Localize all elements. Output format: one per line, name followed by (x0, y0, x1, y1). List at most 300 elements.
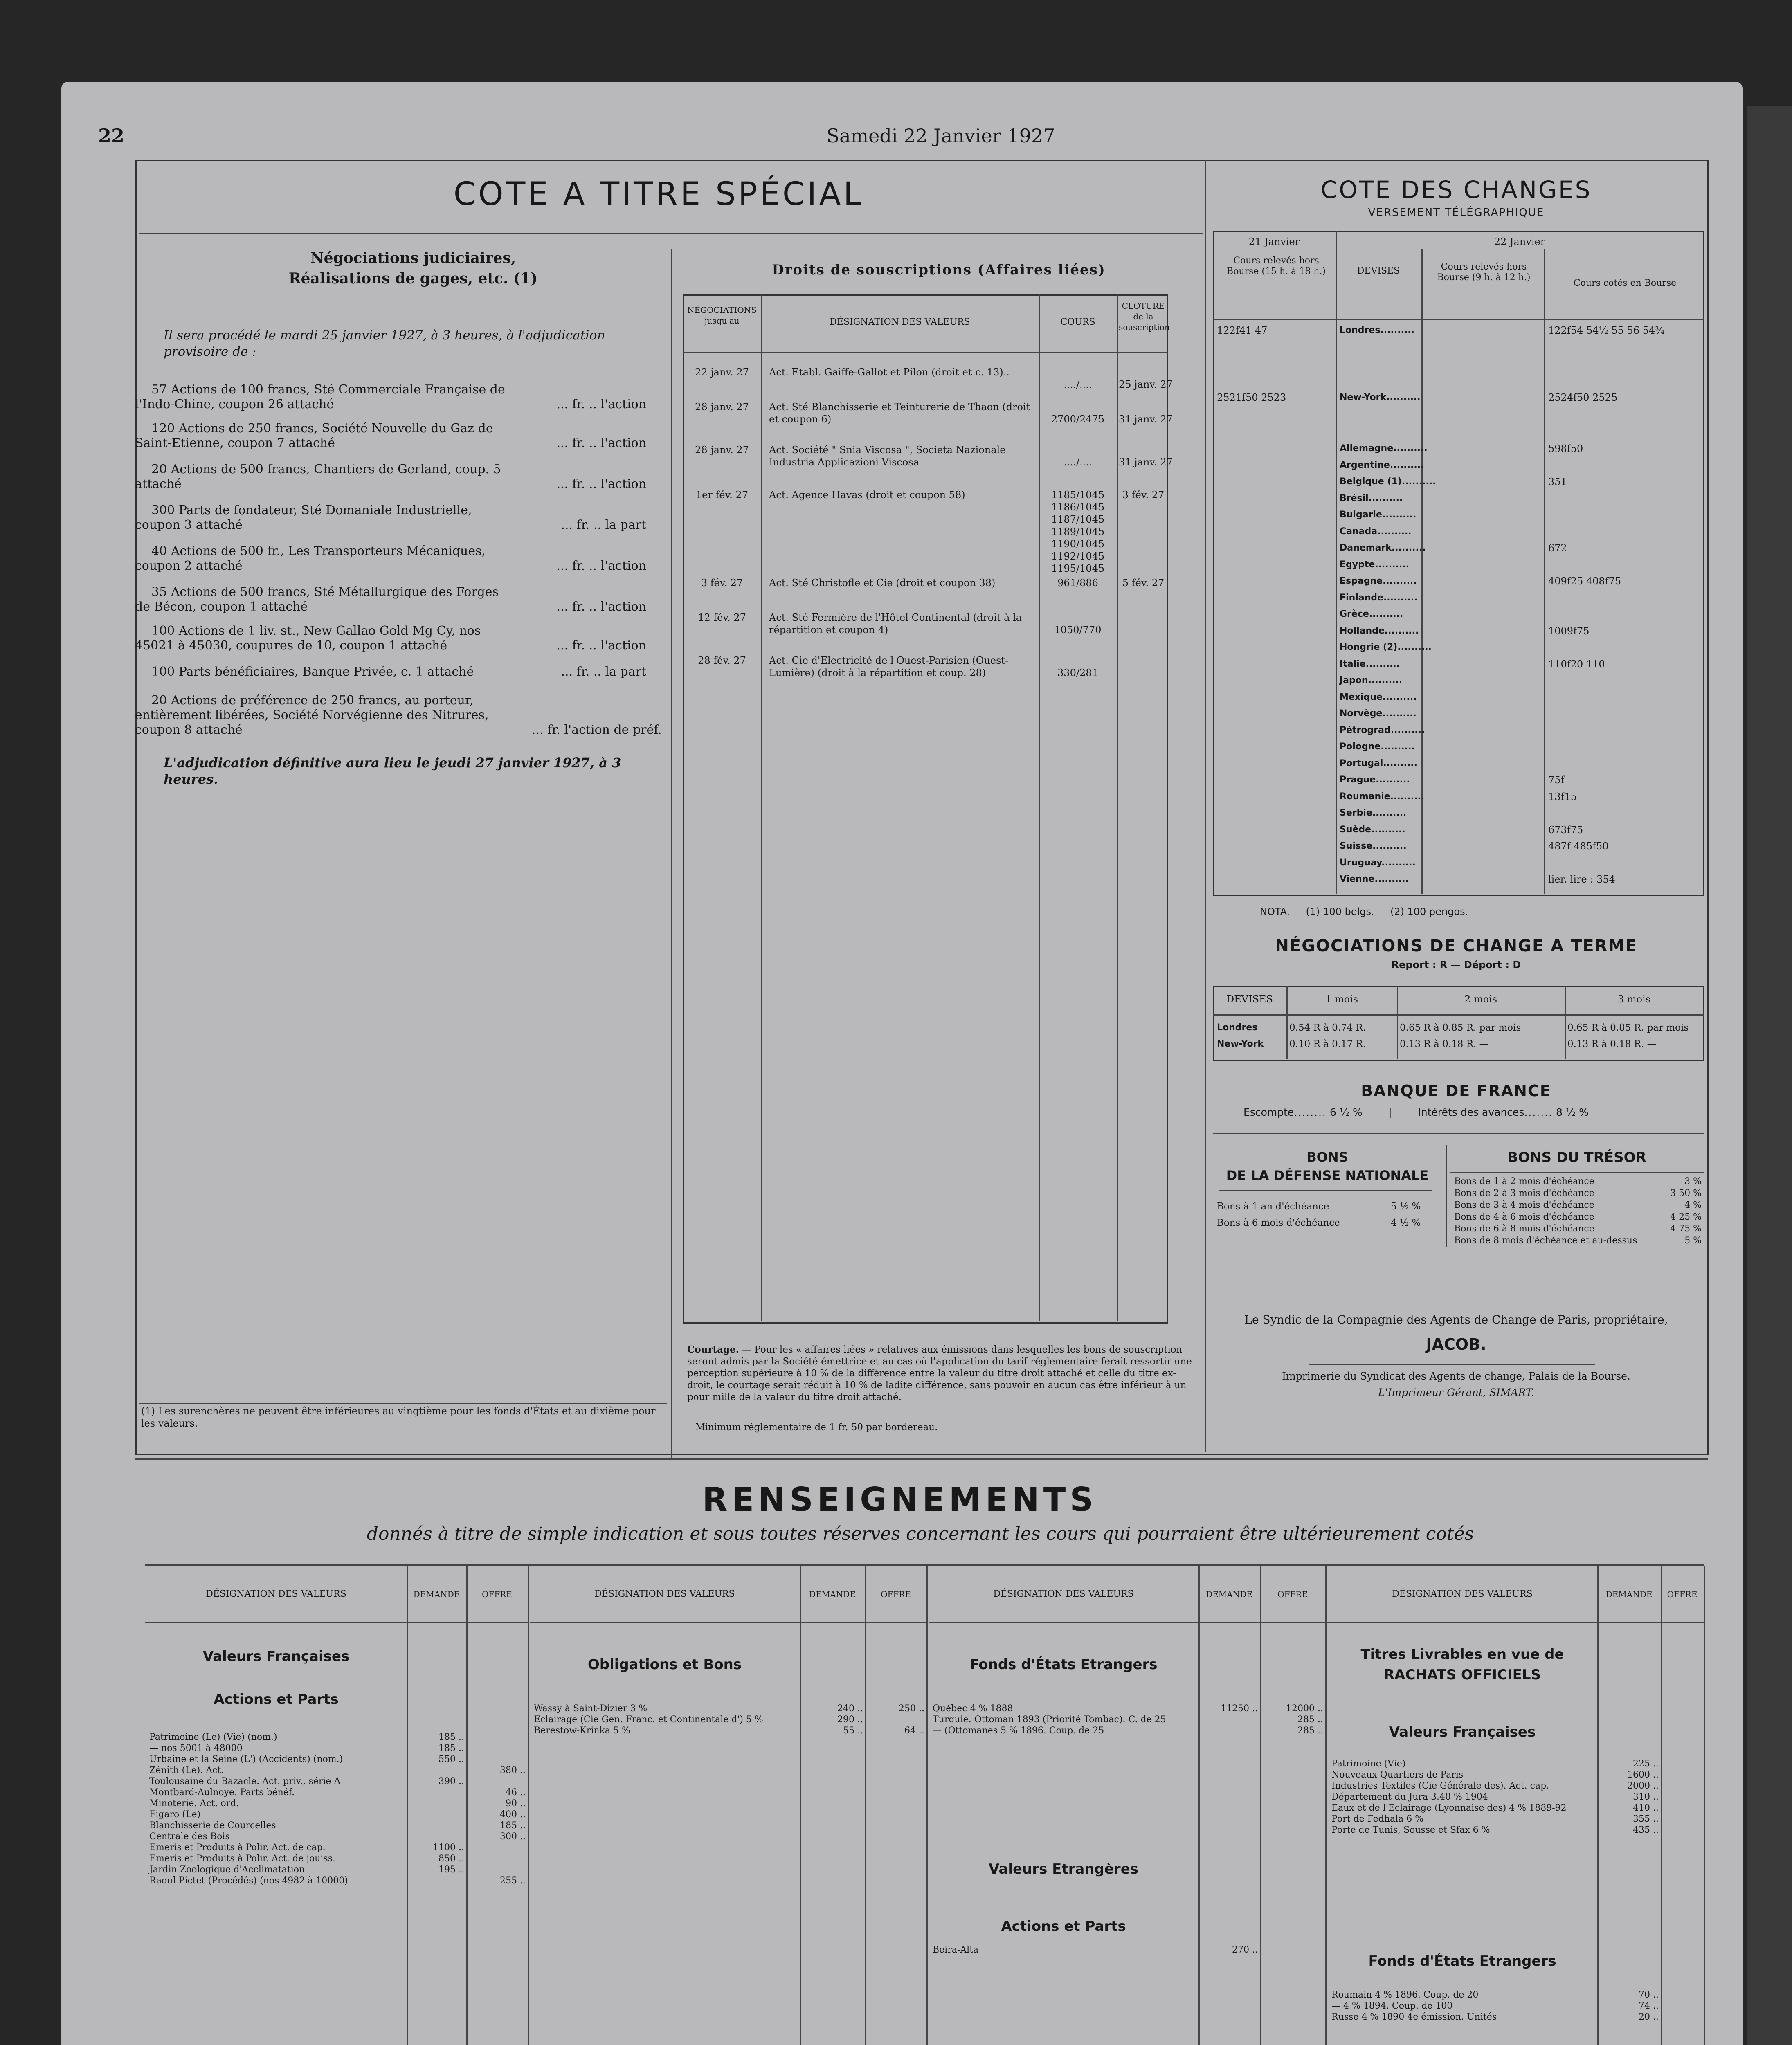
droits-cours: ..../.... (1064, 379, 1092, 390)
courtage-text (687, 1344, 1198, 1403)
leader-dots: .......... (1369, 609, 1403, 619)
rens1-offre: 46 .. (506, 1787, 526, 1798)
droits-cloture: 25 janv. 27 (1119, 379, 1173, 390)
terme-col-devises: DEVISES (1226, 993, 1273, 1005)
rens-col-designation: DÉSIGNATION DES VALEURS (1392, 1589, 1533, 1599)
rens1-offre: 380 .. (500, 1765, 526, 1775)
droits-title: Droits de souscriptions (Affaires liées) (772, 262, 1106, 278)
rens-col-designation: DÉSIGNATION DES VALEURS (993, 1589, 1134, 1599)
rens3b-demande: 270 .. (1232, 1945, 1258, 1955)
rens1-demande: 550 .. (438, 1754, 464, 1764)
lot-description: 100 Actions de 1 liv. st., New Gallao Gold Mg Cy, nos 45021 à 45030, coupures de 10, coupon 1 attaché (135, 624, 481, 653)
changes-col-devises: DEVISES (1357, 266, 1400, 276)
terme-col-sep-1 (1286, 986, 1288, 1059)
bons-tresor-value: 4 % (1684, 1200, 1702, 1210)
rens1-name: Blanchisserie de Courcelles (149, 1820, 276, 1831)
change-cote: 673f75 (1548, 824, 1583, 836)
rens1-demande: 185 .. (438, 1732, 464, 1742)
leader-dots: .......... (1365, 658, 1400, 669)
change-devise-name: Pétrograd (1340, 725, 1391, 735)
rens4-name: Industries Textiles (Cie Générale des). Act. cap. (1331, 1781, 1549, 1791)
change-devise-name: Brésil (1340, 493, 1369, 503)
change-devise-name: Vienne (1340, 874, 1375, 884)
rens1-name: Patrimoine (Le) (Vie) (nom.) (149, 1732, 277, 1742)
droits-col-cloture: CLOTURE de la souscription (1119, 301, 1170, 332)
change-devise (1340, 592, 1419, 604)
changes-col-hors2: Cours relevés hors Bourse (9 h. à 12 h.) (1437, 262, 1531, 283)
change-devise (1340, 526, 1419, 538)
rens-col-sep (1198, 1566, 1200, 2045)
change-devise-name: Prague (1340, 775, 1376, 785)
droits-cloture: 31 janv. 27 (1119, 456, 1173, 468)
changes-subtitle: VERSEMENT TÉLÉGRAPHIQUE (1368, 207, 1545, 219)
lot-description: 120 Actions de 250 francs, Société Nouvelle du Gaz de Saint-Etienne, coupon 7 attaché (135, 421, 493, 450)
bons-defense-label: Bons à 1 an d'échéance (1217, 1201, 1329, 1212)
rens4b-name: Russe 4 % 1890 4e émission. Unités (1331, 2012, 1497, 2022)
rens-section-fonds-etrangers-2: Fonds d'États Etrangers (1368, 1953, 1556, 1969)
changes-title: COTE DES CHANGES (1320, 176, 1592, 204)
change-devise-name: New-York (1340, 392, 1387, 402)
change-cote: 13f15 (1548, 791, 1577, 802)
change-devise (1340, 324, 1419, 337)
leader-dots: .......... (1386, 392, 1421, 402)
change-cote: 122f54 54½ 55 56 54¾ (1548, 325, 1665, 336)
rens1-name: Urbaine et la Seine (L') (Accidents) (nom.) (149, 1754, 343, 1764)
change-devise (1340, 674, 1419, 687)
change-devise (1340, 575, 1419, 587)
change-cote: 1009f75 (1548, 625, 1590, 637)
droits-col-negociations: NÉGOCIATIONS jusqu'au (687, 305, 757, 326)
change-devise (1340, 608, 1419, 620)
rens4-name: Nouveaux Quartiers de Paris (1331, 1770, 1464, 1780)
rens-col-offre: OFFRE (881, 1589, 911, 1599)
change-devise (1340, 757, 1419, 770)
rens2-demande: 240 .. (837, 1703, 863, 1714)
rens4-demande: 225 .. (1633, 1759, 1659, 1769)
rens1-demande: 1100 .. (433, 1843, 464, 1853)
rens-header-rule (530, 1622, 926, 1623)
rens1-name: Centrale des Bois (149, 1832, 230, 1842)
rens-col-sep (407, 1566, 408, 2045)
lot-description: 57 Actions de 100 francs, Sté Commerciale Française de l'Indo-Chine, coupon 26 attaché (135, 382, 505, 411)
escompte-label: Escompte (1243, 1106, 1294, 1118)
leader-dots: .......... (1368, 493, 1403, 503)
lot-description: 20 Actions de préférence de 250 francs, au porteur, entièrement libérées, Société Norvégienne des Nitrures, coupon 8 attaché (135, 693, 489, 737)
rens3b-name: Beira-Alta (933, 1945, 979, 1955)
changes-date-left: 21 Janvier (1248, 236, 1300, 247)
change-devise (1340, 774, 1419, 786)
terme-m3: 0.13 R à 0.18 R. — (1567, 1039, 1657, 1049)
rens1-name: Montbard-Aulnoye. Parts bénéf. (149, 1787, 295, 1798)
bons-tresor-value: 4 25 % (1670, 1212, 1702, 1222)
rens1-name: Jardin Zoologique d'Acclimatation (149, 1865, 305, 1875)
change-devise (1340, 840, 1419, 852)
change-devise-name: Hongrie (2) (1340, 642, 1398, 652)
rens4-demande: 410 .. (1633, 1803, 1659, 1813)
rens1-offre: 300 .. (500, 1832, 526, 1842)
droits-date: 1er fév. 27 (695, 489, 749, 501)
leader-dots: .......... (1390, 460, 1424, 470)
change-devise-name: Hollande (1340, 625, 1385, 636)
terme-devise: Londres (1217, 1022, 1258, 1033)
change-devise (1340, 476, 1436, 488)
rens4b-demande: 70 .. (1639, 1990, 1659, 2000)
change-devise-name: Canada (1340, 526, 1378, 537)
rens2-offre: 64 .. (904, 1726, 924, 1736)
leader-dots: .......... (1380, 325, 1414, 335)
lot-price: ... fr. .. la part (561, 518, 646, 532)
change-devise-name: Roumanie (1340, 791, 1390, 802)
rens-col-demande: DEMANDE (1206, 1589, 1252, 1599)
rens4-name: Port de Fedhala 6 % (1331, 1814, 1424, 1824)
leader-dots: .......... (1382, 708, 1417, 719)
terme-m2: 0.13 R à 0.18 R. — (1400, 1039, 1489, 1049)
courtage-label: Courtage. (687, 1344, 739, 1355)
rens4-name: Porte de Tunis, Sousse et Sfax 6 % (1331, 1825, 1490, 1835)
rens-col-sep (1597, 1566, 1599, 2045)
droits-cours: 330/281 (1057, 667, 1098, 679)
droits-col-designation: DÉSIGNATION DES VALEURS (830, 317, 970, 327)
droits-cloture: 5 fév. 27 (1122, 577, 1165, 589)
change-devise-name: Grèce (1340, 609, 1369, 619)
rens-section-obligations-bons: Obligations et Bons (587, 1656, 742, 1673)
page-edge-shadow (1747, 106, 1792, 2045)
change-prev: 2521f50 2523 (1217, 392, 1286, 403)
leader-dots: .......... (1391, 543, 1426, 553)
bons-defense-title-1: BONS (1306, 1149, 1348, 1165)
rens-col-designation: DÉSIGNATION DES VALEURS (206, 1589, 346, 1599)
rens2-name: Wassy à Saint-Dizier 3 % (534, 1703, 648, 1714)
change-cote: 110f20 110 (1548, 658, 1605, 670)
droits-cours: 2700/2475 (1051, 413, 1105, 425)
rens3-offre: 285 .. (1297, 1715, 1323, 1725)
change-devise-name: Belgique (1) (1340, 476, 1402, 487)
changes-date-right: 22 Janvier (1494, 236, 1545, 247)
change-cote: 351 (1548, 476, 1567, 488)
rens2-offre: 250 .. (899, 1703, 924, 1714)
lot-description: 100 Parts bénéficiaires, Banque Privée, c. 1 attaché (151, 665, 474, 679)
rens2-demande: 55 .. (843, 1726, 863, 1736)
leader-dots: .......... (1372, 808, 1407, 818)
droits-designation: Act. Sté Blanchisserie et Teinturerie de Thaon (droit et coupon 6) (769, 401, 1030, 425)
terme-col-2mois: 2 mois (1464, 993, 1497, 1005)
bons-tresor-label: Bons de 4 à 6 mois d'échéance (1454, 1212, 1594, 1222)
rens2-name: Eclairage (Cie Gen. Franc. et Continentale d') 5 % (534, 1715, 763, 1725)
rens-col-sep (1325, 1566, 1327, 2045)
bons-defense-value: 5 ½ % (1391, 1201, 1421, 1212)
imprimerie: Imprimerie du Syndicat des Agents de change, Palais de la Bourse. (1282, 1370, 1630, 1382)
droits-date: 22 janv. 27 (695, 366, 749, 378)
change-devise (1340, 658, 1419, 670)
rens4-name: Eaux et de l'Eclairage (Lyonnaise des) 4 % 1889-92 (1331, 1803, 1567, 1813)
bons-tresor-value: 4 75 % (1670, 1224, 1702, 1234)
rens1-demande: 195 .. (438, 1865, 464, 1875)
bons-defense-title-2: DE LA DÉFENSE NATIONALE (1226, 1168, 1429, 1183)
droits-cloture: 31 janv. 27 (1119, 413, 1173, 425)
rens-col-sep (926, 1566, 928, 2045)
change-devise-name: Uruguay (1340, 857, 1382, 868)
leader-dots: .......... (1374, 874, 1409, 884)
change-cote: 2524f50 2525 (1548, 392, 1618, 403)
droits-designation: Act. Société " Snia Viscosa ", Societa Nazionale Industria Applicazioni Viscosa (769, 444, 1006, 468)
terme-m3: 0.65 R à 0.85 R. par mois (1567, 1022, 1689, 1033)
lot-description: 300 Parts de fondateur, Sté Domaniale Industrielle, coupon 3 attaché (135, 503, 472, 532)
droits-cours: 1185/1045 1186/1045 1187/1045 1189/1045 1190/1045 1192/1045 1195/1045 (1051, 489, 1105, 574)
change-devise-name: Bulgarie (1340, 510, 1382, 520)
rens1-offre: 400 .. (500, 1809, 526, 1820)
lot-price: ... fr. .. l'action (556, 436, 646, 450)
bons-divider (1446, 1145, 1447, 1247)
bons-top-rule (1213, 1133, 1704, 1134)
bons-tresor-label: Bons de 2 à 3 mois d'échéance (1454, 1188, 1594, 1198)
droits-designation: Act. Etabl. Gaiffe-Gallot et Pilon (droit et c. 13).. (769, 366, 1010, 378)
change-devise-name: Espagne (1340, 576, 1383, 586)
lot-price: ... fr. .. l'action (556, 477, 646, 491)
leader-dots: .......... (1382, 692, 1417, 702)
bons-defense-label: Bons à 6 mois d'échéance (1217, 1218, 1340, 1228)
rens-section-rachats-officiels: RACHATS OFFICIELS (1383, 1667, 1541, 1683)
bons-tresor-title: BONS DU TRÉSOR (1507, 1149, 1646, 1166)
change-devise-name: Allemagne (1340, 443, 1394, 454)
change-cote: lier. lire : 354 (1548, 874, 1615, 885)
changes-header-rule (1213, 319, 1704, 320)
change-prev: 122f41 47 (1217, 325, 1268, 336)
footnote-rule (139, 1403, 667, 1404)
droits-header-rule (683, 352, 1168, 353)
rens1-offre: 185 .. (500, 1820, 526, 1831)
change-devise (1340, 824, 1419, 836)
change-devise (1340, 724, 1425, 737)
change-cote: 409f25 408f75 (1548, 575, 1621, 587)
rens4b-demande: 74 .. (1639, 2001, 1659, 2011)
rens-col-demande: DEMANDE (413, 1589, 460, 1599)
rens-col-demande: DEMANDE (809, 1589, 856, 1599)
terme-col-3mois: 3 mois (1617, 993, 1651, 1005)
rens3-offre: 12000 .. (1286, 1703, 1323, 1714)
leader-dots: .......... (1383, 592, 1418, 603)
droits-col-cours: COURS (1060, 317, 1095, 327)
leader-dots: .......... (1382, 510, 1417, 520)
droits-designation: Act. Sté Christofle et Cie (droit et coupon 38) (769, 577, 996, 589)
rens1-demande: 185 .. (438, 1743, 464, 1753)
syndic-name: JACOB. (1426, 1335, 1486, 1353)
change-devise (1340, 691, 1419, 703)
syndic-line: Le Syndic de la Compagnie des Agents de Change de Paris, propriétaire, (1244, 1313, 1668, 1326)
change-devise (1340, 509, 1419, 521)
changes-nota: NOTA. — (1) 100 belgs. — (2) 100 pengos. (1260, 906, 1468, 917)
change-devise (1340, 542, 1426, 554)
rens4-demande: 1600 .. (1627, 1770, 1659, 1780)
rens-header-rule (929, 1622, 1325, 1623)
changes-col-cotes: Cours cotés en Bourse (1573, 278, 1677, 288)
leader-dots: .......... (1384, 625, 1419, 636)
bons-defense-rule (1219, 1190, 1432, 1191)
rens3-name: — (Ottomanes 5 % 1896. Coup. de 25 (933, 1726, 1104, 1736)
change-devise-name: Norvège (1340, 708, 1383, 719)
change-cote: 487f 485f50 (1548, 840, 1609, 852)
change-devise-name: Egypte (1340, 559, 1375, 570)
change-devise-name: Japon (1340, 675, 1368, 685)
rens1-name: — nos 5001 à 48000 (149, 1743, 243, 1753)
rens1-demande: 390 .. (438, 1776, 464, 1787)
rens-section-titres-livrables: Titres Livrables en vue de (1360, 1646, 1564, 1663)
change-devise-name: Suède (1340, 824, 1372, 835)
rens1-name: Toulousaine du Bazacle. Act. priv., série A (149, 1776, 341, 1787)
leader-dots: .......... (1397, 642, 1432, 652)
change-devise (1340, 708, 1419, 720)
leader-dots: .......... (1393, 443, 1428, 454)
rens-col-offre: OFFRE (1277, 1589, 1308, 1599)
rens4-demande: 2000 .. (1627, 1781, 1659, 1791)
rens4-demande: 355 .. (1633, 1814, 1659, 1824)
change-devise-name: Italie (1340, 658, 1366, 669)
change-devise-name: Mexique (1340, 692, 1383, 702)
changes-col-sep-3 (1544, 249, 1545, 894)
avances-value: 8 ½ % (1556, 1106, 1589, 1118)
leader-dots: .......... (1390, 725, 1425, 735)
change-devise (1340, 391, 1419, 404)
droits-designation: Act. Sté Fermière de l'Hôtel Continental (droit à la répartition et coupon 4) (769, 612, 1022, 636)
change-devise (1340, 492, 1419, 505)
leader-dots: .......... (1377, 526, 1412, 537)
divider-left (671, 249, 672, 1460)
rens-col-sep (466, 1566, 468, 2045)
droits-date: 28 janv. 27 (695, 401, 749, 413)
rens3-name: Québec 4 % 1888 (933, 1703, 1013, 1714)
change-devise (1340, 791, 1425, 803)
droits-col-sep-3 (1117, 294, 1118, 1321)
rens1-name: Zénith (Le). Act. (149, 1765, 224, 1775)
rens3-demande: 11250 .. (1221, 1703, 1258, 1714)
rens-col-offre: OFFRE (482, 1589, 512, 1599)
change-devise-name: Argentine (1340, 460, 1390, 470)
leader-dots: .......... (1383, 758, 1417, 769)
lot-description: 40 Actions de 500 fr., Les Transporteurs Mécaniques, coupon 2 attaché (135, 544, 486, 573)
terme-devise: New-York (1217, 1039, 1264, 1049)
cote-titre-subtitle-1: Négociations judiciaires, (310, 249, 516, 267)
droits-date: 12 fév. 27 (698, 612, 746, 623)
droits-cours: 961/886 (1057, 577, 1098, 589)
lot-price: ... fr. .. la part (561, 665, 646, 679)
droits-date: 28 janv. 27 (695, 444, 749, 456)
terme-m1: 0.10 R à 0.17 R. (1289, 1039, 1366, 1049)
change-cote: 598f50 (1548, 443, 1583, 454)
change-devise (1340, 741, 1419, 753)
rens-col-sep (1661, 1566, 1662, 2045)
rens-col-sep (1260, 1566, 1261, 2045)
change-devise (1340, 443, 1428, 455)
bons-tresor-rule (1450, 1172, 1704, 1173)
change-devise (1340, 625, 1419, 637)
rens-header-rule (1327, 1622, 1704, 1623)
terme-title: NÉGOCIATIONS DE CHANGE A TERME (1275, 937, 1637, 955)
droits-date: 3 fév. 27 (701, 577, 743, 589)
rens-header-rule (145, 1622, 528, 1623)
rens-section-actions-parts: Actions et Parts (214, 1691, 339, 1708)
renseignements-header-rule (145, 1564, 1704, 1566)
lot-description: 20 Actions de 500 francs, Chantiers de Gerland, coup. 5 attaché (135, 462, 501, 491)
terme-m2: 0.65 R à 0.85 R. par mois (1400, 1022, 1521, 1033)
bons-tresor-value: 3 % (1684, 1176, 1702, 1187)
droits-designation: Act. Agence Havas (droit et coupon 58) (769, 489, 965, 501)
lot-price: ... fr. .. l'action (556, 559, 646, 573)
leader-dots: .......... (1381, 742, 1415, 752)
rens4b-name: Roumain 4 % 1896. Coup. de 20 (1331, 1990, 1479, 2000)
avances-label: Intérêts des avances (1418, 1106, 1524, 1118)
droits-designation: Act. Cie d'Electricité de l'Ouest-Parisien (Ouest-Lumière) (droit à la répartition et coup. 28) (769, 655, 1009, 679)
rens3-offre: 285 .. (1297, 1726, 1323, 1736)
rens-section-actions-parts-etr: Actions et Parts (1001, 1918, 1126, 1935)
gerant: L'Imprimeur-Gérant, SIMART. (1378, 1387, 1534, 1398)
rens4-name: Patrimoine (Vie) (1331, 1759, 1406, 1769)
change-devise-name: Serbie (1340, 808, 1372, 818)
escompte-value: 6 ½ % (1329, 1106, 1363, 1118)
rens4b-name: — 4 % 1894. Coup. de 100 (1331, 2001, 1453, 2011)
leader-dots: .......... (1375, 559, 1409, 570)
bons-tresor-value: 5 % (1684, 1236, 1702, 1246)
rens-col-offre: OFFRE (1667, 1589, 1698, 1599)
rens4-demande: 435 .. (1633, 1825, 1659, 1835)
cote-titre-title: COTE A TITRE SPÉCIAL (453, 176, 864, 213)
rens1-name: Figaro (Le) (149, 1809, 201, 1820)
rens1-name: Emeris et Produits à Polir. Act. de cap. (149, 1843, 326, 1853)
droits-col-sep-1 (761, 294, 762, 1321)
rens1-name: Emeris et Produits à Polir. Act. de jouiss. (149, 1854, 336, 1864)
change-devise (1340, 857, 1419, 869)
rens2-name: Berestow-Krinka 5 % (534, 1726, 630, 1736)
rens1-name: Raoul Pictet (Procédés) (nos 4982 à 10000) (149, 1876, 348, 1886)
lot-price: ... fr. .. l'action (556, 397, 646, 411)
renseignements-title: RENSEIGNEMENTS (702, 1481, 1097, 1519)
page-number: 22 (98, 125, 125, 147)
lot-price: ... fr. l'action de préf. (532, 723, 662, 737)
renseignements-subtitle: donnés à titre de simple indication et sous toutes réserves concernant les cours qui pourraient être ultérieurement cotés (366, 1524, 1474, 1544)
change-devise-name: Suisse (1340, 841, 1373, 851)
courtage-body: — Pour les « affaires liées » relatives aux émissions dans lesquelles les bons de souscription seront admis par la Société émettrice et au cas où l'application du tarif réglementaire ferait ressortir une perception supérieure à 10 % de la différence entre la valeur du titre droit attaché et celle du titre ex-droit, le courtage serait réduit à 10 % de ladite différence, sans pouvoir en aucun cas être inférieur à un pour mille de la valeur du titre droit attaché. (687, 1344, 1192, 1402)
rens-col-demande: DEMANDE (1605, 1589, 1653, 1599)
leader-dots: .......... (1376, 775, 1410, 785)
courtage-minimum: Minimum réglementaire de 1 fr. 50 par bordereau. (695, 1422, 938, 1433)
rens-col-sep (865, 1566, 866, 2045)
rens-section-fonds-etrangers: Fonds d'États Etrangers (969, 1656, 1158, 1673)
page-date: Samedi 22 Janvier 1927 (826, 125, 1055, 147)
renseignements-top-rule (135, 1458, 1708, 1460)
droits-date: 28 fév. 27 (698, 655, 746, 666)
rens-col-sep (1704, 1566, 1705, 2045)
terme-col-sep-2 (1397, 986, 1398, 1059)
rens-section-valeurs-francaises-2: Valeurs Françaises (1389, 1724, 1536, 1740)
droits-cours: ..../.... (1064, 456, 1092, 468)
change-devise (1340, 873, 1419, 885)
bons-tresor-label: Bons de 8 mois d'échéance et au-dessus (1454, 1236, 1637, 1246)
rens3-name: Turquie. Ottoman 1893 (Priorité Tombac). C. de 25 (933, 1715, 1166, 1725)
leader-dots: .......... (1368, 675, 1403, 685)
rens-section-valeurs-francaises: Valeurs Françaises (202, 1648, 350, 1665)
rens-col-designation: DÉSIGNATION DES VALEURS (594, 1589, 735, 1599)
change-devise-name: Finlande (1340, 592, 1383, 603)
leader-dots: .......... (1371, 824, 1405, 835)
droits-col-sep-2 (1039, 294, 1040, 1321)
rens4b-demande: 20 .. (1639, 2012, 1659, 2022)
droits-cours: 1050/770 (1054, 624, 1102, 636)
change-devise (1340, 559, 1419, 571)
rens1-offre: 90 .. (506, 1798, 526, 1809)
cote-titre-subtitle-2: Réalisations de gages, etc. (1) (288, 270, 538, 287)
change-devise-name: Danemark (1340, 543, 1392, 553)
leader-dots: .......... (1401, 476, 1436, 487)
change-devise (1340, 641, 1432, 654)
bons-tresor-label: Bons de 3 à 4 mois d'échéance (1454, 1200, 1594, 1210)
